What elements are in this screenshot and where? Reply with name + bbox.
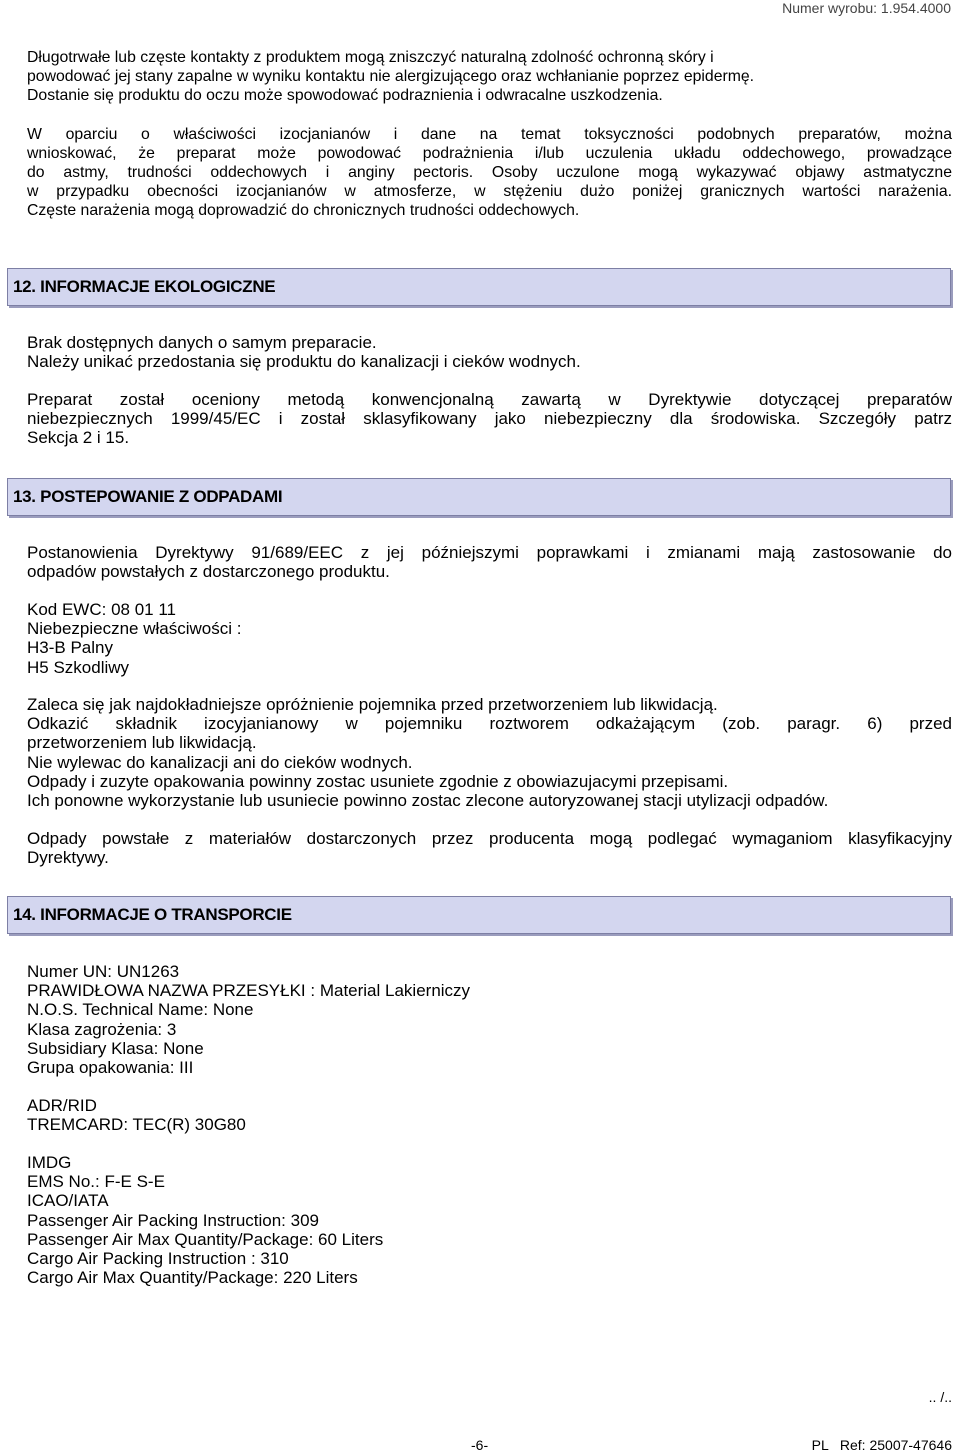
section-12-heading: 12. INFORMACJE EKOLOGICZNE bbox=[7, 268, 951, 306]
text-line: powodować jej stany zapalne w wyniku kontaktu nie alergizującego oraz wchłanianie poprzez epidermę. bbox=[27, 68, 755, 86]
text-line: W oparciu o właściwości izocjanianów i dane na temat toksyczności podobnych preparatów, można bbox=[27, 126, 952, 143]
section-14-heading: 14. INFORMACJE O TRANSPORCIE bbox=[7, 896, 951, 934]
text-line: wnioskować, że preparat może powodować podrażnienia i/lub uczulenia układu oddechowego, prowadzące bbox=[27, 145, 952, 163]
document-reference: PL Ref: 25007-47646 bbox=[811, 1437, 952, 1453]
text-line: H5 Szkodliwy bbox=[27, 657, 130, 677]
text-line: Preparat został oceniony metodą konwencjonalną zawartą w Dyrektywie dotyczącej preparatów bbox=[27, 390, 952, 409]
text-line: Brak dostępnych danych o samym preparacie. bbox=[27, 333, 377, 352]
text-line: Cargo Air Packing Instruction : 310 bbox=[27, 1249, 289, 1269]
section-13-heading: 13. POSTEPOWANIE Z ODPADAMI bbox=[7, 478, 951, 516]
shipping-name: PRAWIDŁOWA NAZWA PRZESYŁKI : Material Lakierniczy bbox=[27, 981, 471, 1001]
text-line: Zaleca się jak najdokładniejsze opróżnienie pojemnika przed przetworzeniem lub likwidacją. bbox=[27, 695, 718, 714]
subsidiary-class: Subsidiary Klasa: None bbox=[27, 1038, 204, 1058]
page-number: -6- bbox=[471, 1437, 489, 1453]
text-line: Passenger Air Max Quantity/Package: 60 Liters bbox=[27, 1229, 384, 1249]
un-number: Numer UN: UN1263 bbox=[27, 962, 180, 981]
text-line: Postanowienia Dyrektywy 91/689/EEC z jej późniejszymi poprawkami i zmianami mają zastosowanie do bbox=[27, 543, 952, 562]
continued-marker: .. /.. bbox=[928, 1389, 952, 1405]
text-line: odpadów powstałych z dostarczonego produktu. bbox=[27, 562, 390, 582]
section-12-lines bbox=[27, 333, 952, 371]
section-12-paragraph bbox=[27, 390, 952, 448]
text-line: Cargo Air Max Quantity/Package: 220 Liters bbox=[27, 1268, 358, 1288]
section-13-recommendations bbox=[27, 695, 952, 810]
text-line: Sekcja 2 i 15. bbox=[27, 428, 130, 448]
text-line: H3-B Palny bbox=[27, 638, 113, 658]
text-line: IMDG bbox=[27, 1153, 72, 1172]
text-line: Częste narażenia mogą doprowadzić do chronicznych trudności oddechowych. bbox=[27, 202, 580, 220]
text-line: do astmy, trudności oddechowych i anginy pectoris. Osoby uczulone mogą wykazywać objawy astmatyczne bbox=[27, 164, 952, 182]
section-13-ewc bbox=[27, 600, 952, 677]
text-line: Odpady powstałe z materiałów dostarczonych przez producenta mogą podlegać wymaganiom klasyfikacyjny bbox=[27, 829, 952, 848]
ewc-code: Kod EWC: 08 01 11 bbox=[27, 600, 176, 619]
text-line: Dostanie się produktu do oczu może spowodować podraznienia i odwracalne uszkodzenia. bbox=[27, 87, 663, 105]
text-line: Odpady i zuzyte opakowania powinny zostac usuniete zgodnie z obowiazujacymi przepisami. bbox=[27, 771, 729, 791]
text-line: Ich ponowne wykorzystanie lub usuniecie powinno zostac zlecone autoryzowanej stacji utylizacji odpadów. bbox=[27, 791, 829, 811]
packing-group: Grupa opakowania: III bbox=[27, 1058, 194, 1078]
technical-name: N.O.S. Technical Name: None bbox=[27, 1000, 254, 1020]
product-number: Numer wyrobu: 1.954.4000 bbox=[782, 0, 951, 16]
text-line: niebezpiecznych 1999/45/EC i został sklasyfikowany jako niebezpieczny dla środowiska. Szczegóły patrz bbox=[27, 409, 952, 429]
section-14-adr bbox=[27, 1096, 952, 1134]
text-line: Passenger Air Packing Instruction: 309 bbox=[27, 1210, 319, 1230]
text-line: przetworzeniem lub likwidacją. bbox=[27, 733, 257, 753]
text-line: Należy unikać przedostania się produktu do kanalizacji i cieków wodnych. bbox=[27, 352, 581, 372]
text-line: ICAO/IATA bbox=[27, 1191, 109, 1211]
text-line: w przypadku obecności izocjanianów w atmosferze, w stężeniu dużo poniżej granicznych wartości narażenia. bbox=[27, 183, 952, 201]
section-14-imdg bbox=[27, 1153, 952, 1287]
section-13-paragraph-1 bbox=[27, 543, 952, 581]
hazard-class: Klasa zagrożenia: 3 bbox=[27, 1019, 177, 1039]
section-14-general bbox=[27, 962, 952, 1077]
text-line: Dyrektywy. bbox=[27, 848, 109, 868]
section-13-paragraph-2 bbox=[27, 829, 952, 867]
intro-paragraph-1 bbox=[27, 48, 952, 105]
text-line: Niebezpieczne właściwości : bbox=[27, 619, 242, 639]
text-line: EMS No.: F-E S-E bbox=[27, 1172, 165, 1192]
text-line: Nie wylewac do kanalizacji ani do cieków wodnych. bbox=[27, 752, 413, 772]
text-line: Długotrwałe lub częste kontakty z produktem mogą zniszczyć naturalną zdolność ochronną skóry i bbox=[27, 49, 714, 66]
text-line: ADR/RID bbox=[27, 1096, 97, 1115]
intro-paragraph-2 bbox=[27, 125, 952, 220]
tremcard: TREMCARD: TEC(R) 30G80 bbox=[27, 1115, 246, 1135]
text-line: Odkazić składnik izocyjanianowy w pojemniku roztworem odkażającym (zob. paragr. 6) przed bbox=[27, 714, 952, 734]
